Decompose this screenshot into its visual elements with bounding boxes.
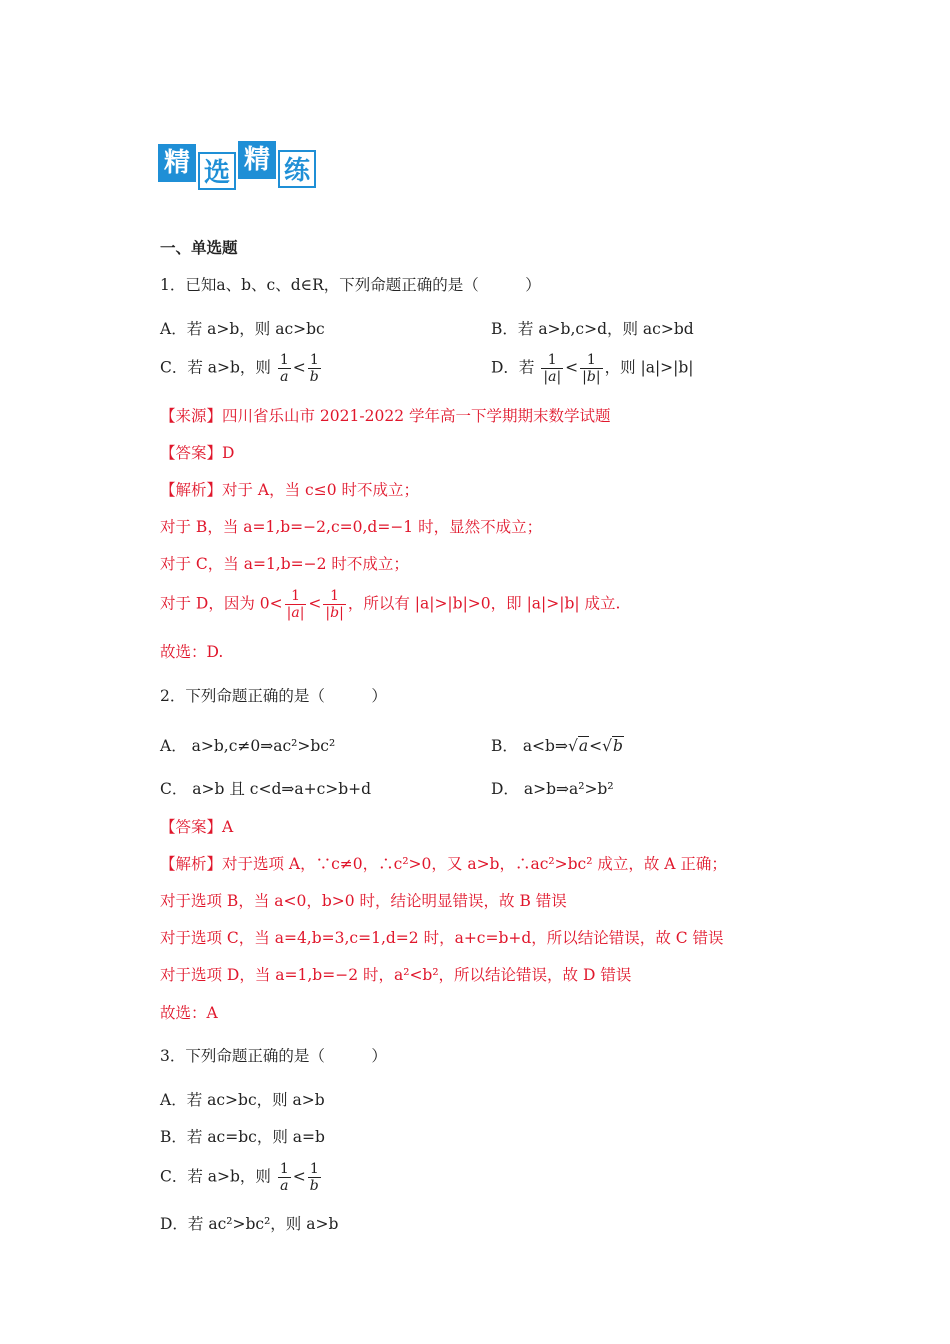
frac-den: b [309, 1178, 319, 1194]
badge-char-4: 练 [278, 150, 316, 188]
frac-den: a [280, 1178, 289, 1194]
fraction [278, 1161, 291, 1194]
q2-option-a: A． a>b,c≠0⇒ac²>bc² [160, 737, 336, 755]
q1-conclusion: 故选：D. [160, 643, 224, 661]
q2-option-b-prefix: B． a<b⇒ [491, 737, 568, 755]
q2-stem: 2．下列命题正确的是（ ） [160, 687, 387, 705]
badge-char-1: 精 [158, 144, 196, 182]
q1-analysis-a: 【解析】对于 A，当 c≤0 时不成立； [160, 481, 420, 499]
q1-option-d-prefix: D．若 [491, 358, 535, 377]
q1-analysis-b: 对于 B，当 a=1,b=−2,c=0,d=−1 时，显然不成立； [160, 518, 543, 536]
q2-analysis-a: 【解析】对于选项 A，∵c≠0，∴c²>0，又 a>b，∴ac²>bc² 成立，故 A 正确； [160, 855, 727, 873]
sqrt-sign: √ [567, 737, 578, 755]
frac-num: 1 [308, 1161, 321, 1178]
q1-stem: 1．已知a、b、c、d∈R，下列命题正确的是（ ） [160, 276, 541, 294]
q1-option-a: A．若 a>b，则 ac>bc [160, 320, 325, 338]
fraction [285, 588, 307, 621]
q2-answer: 【答案】A [160, 818, 234, 836]
frac-den: |a| [543, 369, 562, 385]
q2-analysis-d: 对于选项 D，当 a=1,b=−2 时，a²<b²，所以结论错误，故 D 错误 [160, 966, 632, 984]
sqrt-radicand: a [578, 737, 589, 755]
badge-char-2: 选 [198, 152, 236, 190]
frac-den: b [309, 369, 319, 385]
frac-num: 1 [323, 588, 345, 605]
q1-analysis-d-suffix: ，所以有 |a|>|b|>0，即 |a|>|b| 成立. [347, 594, 621, 613]
q1-option-c [160, 352, 323, 385]
q1-source: 【来源】四川省乐山市 2021-2022 学年高一下学期期末数学试题 [160, 407, 611, 425]
frac-den: |a| [286, 605, 305, 621]
q3-option-d: D．若 ac²>bc²，则 a>b [160, 1215, 339, 1233]
frac-num: 1 [541, 352, 563, 369]
q1-option-d-suffix: ，则 |a|>|b| [604, 358, 694, 377]
frac-num: 1 [285, 588, 307, 605]
frac-num: 1 [279, 1161, 289, 1177]
q2-option-d: D． a>b⇒a²>b² [491, 780, 614, 798]
q3-stem: 3．下列命题正确的是（ ） [160, 1047, 387, 1065]
fraction [308, 352, 321, 385]
q1-analysis-d [160, 588, 620, 621]
sqrt-radicand: b [613, 737, 623, 755]
q1-option-b: B．若 a>b,c>d，则 ac>bd [491, 320, 694, 338]
q3-option-c-prefix: C．若 a>b，则 [160, 1167, 271, 1186]
q3-option-b: B．若 ac=bc，则 a=b [160, 1128, 325, 1146]
q1-option-d [491, 352, 694, 385]
section-title: 一、单选题 [160, 239, 238, 257]
q3-option-c [160, 1161, 323, 1194]
q2-conclusion: 故选：A [160, 1004, 218, 1022]
frac-num: 1 [308, 352, 321, 369]
q1-analysis-d-prefix: 对于 D，因为 0< [160, 594, 283, 613]
fraction [580, 352, 602, 385]
fraction [308, 1161, 321, 1194]
q2-analysis-c: 对于选项 C，当 a=4,b=3,c=1,d=2 时，a+c=b+d，所以结论错误，故 C 错误 [160, 929, 724, 947]
frac-num: 1 [580, 352, 602, 369]
fraction [323, 588, 345, 621]
fraction [541, 352, 563, 385]
sqrt-sign: √ [602, 737, 612, 755]
fraction [278, 352, 291, 385]
q2-option-b [491, 735, 624, 757]
q3-option-a: A．若 ac>bc，则 a>b [160, 1091, 325, 1109]
less-than: < [292, 358, 306, 377]
q1-analysis-c: 对于 C，当 a=1,b=−2 时不成立； [160, 555, 409, 573]
less-than: < [565, 358, 579, 377]
q1-option-c-prefix: C．若 a>b，则 [160, 358, 271, 377]
less-than: < [292, 1167, 306, 1186]
less-than: < [589, 737, 603, 755]
q1-answer: 【答案】D [160, 444, 235, 462]
badge-char-3: 精 [238, 141, 276, 179]
q2-option-c: C． a>b 且 c<d⇒a+c>b+d [160, 780, 372, 798]
less-than: < [308, 594, 322, 613]
q2-analysis-b: 对于选项 B，当 a<0，b>0 时，结论明显错误，故 B 错误 [160, 892, 567, 910]
frac-num: 1 [279, 352, 289, 368]
section-badge [158, 141, 328, 191]
frac-den: a [280, 369, 289, 385]
frac-den: |b| [582, 369, 601, 385]
frac-den: |b| [325, 605, 344, 621]
